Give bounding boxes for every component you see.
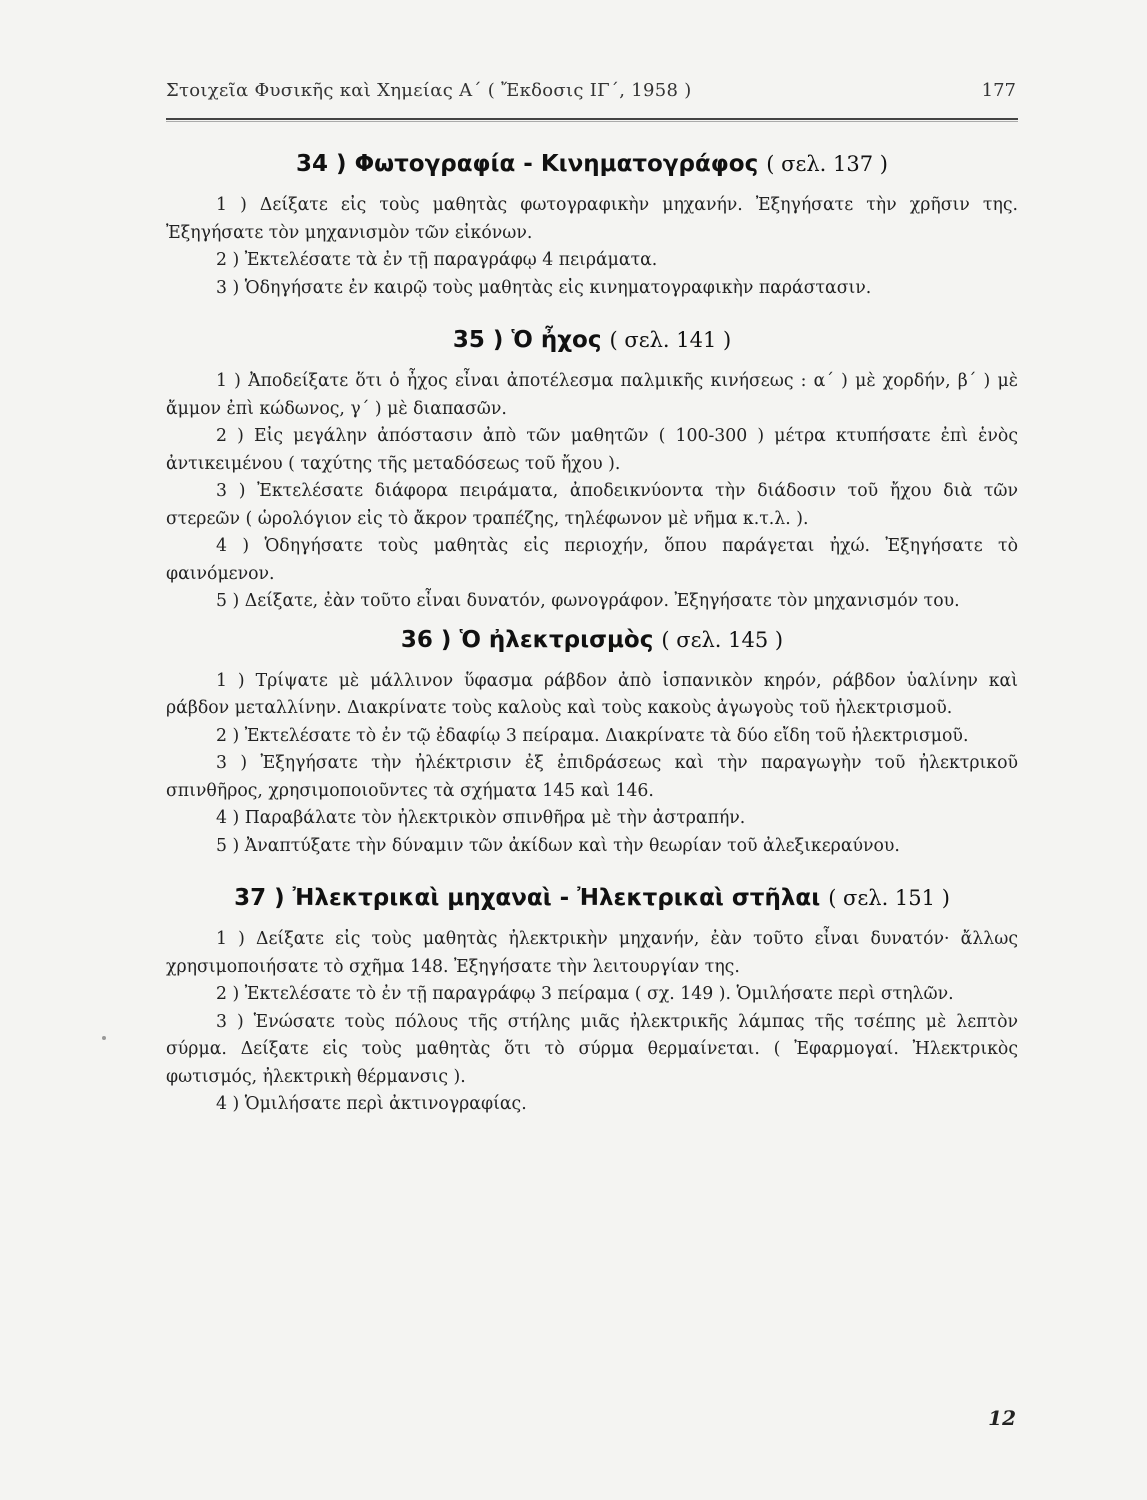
page-reference: ( σελ. 145 ) xyxy=(661,627,784,652)
exercise-item: 3 ) Ὁδηγήσατε ἐν καιρῷ τοὺς μαθητὰς εἰς κινηματογραφικὴν παράστασιν. xyxy=(216,277,872,298)
section-title: 34 ) Φωτογραφία - Κινηματογράφος xyxy=(296,151,759,177)
exercise-item: 1 ) Δείξατε εἰς τοὺς μαθητὰς φωτογραφικὴν μηχανήν. Ἐξηγήσατε τὴν χρῆσιν της. Ἐξηγήσατε τὸν μηχανισμὸν τῶν εἰκόνων. xyxy=(166,195,1018,243)
exercise-item: 4 ) Παραβάλατε τὸν ἠλεκτρικὸν σπινθῆρα μὲ τὴν ἀστραπήν. xyxy=(216,808,746,828)
running-header xyxy=(166,80,1016,110)
section-34 xyxy=(166,146,1018,302)
page-content xyxy=(166,146,1018,1119)
exercise-item: 1 ) Τρίψατε μὲ μάλλινον ὕφασμα ράβδον ἀπὸ ἱσπανικὸν κηρόν, ράβδον ὑαλίνην καὶ ράβδον μεταλλίνην. Διακρίνατε τοὺς καλοὺς καὶ τοὺς κακοὺς ἀγωγοὺς τοῦ ἠλεκτρισμοῦ. xyxy=(166,670,1018,718)
exercise-item: 3 ) Ἐξηγήσατε τὴν ἠλέκτρισιν ἐξ ἐπιδράσεως καὶ τὴν παραγωγὴν τοῦ ἠλεκτρικοῦ σπινθῆρος, χρησιμοποιοῦντες τὰ σχήματα 145 καὶ 146. xyxy=(166,753,1018,801)
section-title: 37 ) Ἠλεκτρικαὶ μηχαναὶ - Ἠλεκτρικαὶ στῆλαι xyxy=(234,885,821,911)
exercise-item: 2 ) Ἐκτελέσατε τὰ ἐν τῇ παραγράφῳ 4 πειράματα. xyxy=(216,250,658,270)
exercise-item: 4 ) Ὁμιλήσατε περὶ ἀκτινογραφίας. xyxy=(216,1094,527,1114)
exercise-item: 2 ) Ἐκτελέσατε τὸ ἐν τῇ παραγράφῳ 3 πείραμα ( σχ. 149 ). Ὁμιλήσατε περὶ στηλῶν. xyxy=(216,984,954,1004)
running-title: Στοιχεῖα Φυσικῆς καὶ Χημείας Α΄ ( Ἔκδοσις ΙΓ΄, 1958 ) xyxy=(166,80,692,101)
exercise-item: 5 ) Δείξατε, ἐὰν τοῦτο εἶναι δυνατόν, φωνογράφον. Ἐξηγήσατε τὸν μηχανισμόν του. xyxy=(216,591,960,611)
page-reference: ( σελ. 151 ) xyxy=(828,886,950,910)
section-36 xyxy=(166,622,1018,861)
exercise-item: 5 ) Ἀναπτύξατε τὴν δύναμιν τῶν ἀκίδων καὶ τὴν θεωρίαν τοῦ ἀλεξικεραύνου. xyxy=(216,835,900,856)
section-title: 36 ) Ὁ ἠλεκτρισμὸς xyxy=(400,626,654,653)
section-35 xyxy=(166,322,1018,616)
exercise-item: 3 ) Ἑνώσατε τοὺς πόλους τῆς στήλης μιᾶς ἠλεκτρικῆς λάμπας τῆς τσέπης μὲ λεπτὸν σύρμα. Δείξατε εἰς τοὺς μαθητὰς ὅτι τὸ σύρμα θερμαίνεται. ( Ἐφαρμογαί. Ἠλεκτρικὸς φωτισμός, ἠλεκτρικὴ θέρμανσις ). xyxy=(166,1011,1018,1087)
section-heading xyxy=(166,322,1018,358)
exercise-item: 1 ) Ἀποδείξατε ὅτι ὁ ἦχος εἶναι ἀποτέλεσμα παλμικῆς κινήσεως : α΄ ) μὲ χορδήν, β΄ ) μὲ ἄμμον ἐπὶ κώδωνος, γ΄ ) μὲ διαπασῶν. xyxy=(166,371,1018,419)
signature-number: 12 xyxy=(988,1406,1016,1430)
section-title: 35 ) Ὁ ἦχος xyxy=(452,327,602,353)
section-heading xyxy=(166,622,1018,658)
section-heading xyxy=(166,146,1018,182)
header-rule xyxy=(166,118,1018,120)
exercise-item: 1 ) Δείξατε εἰς τοὺς μαθητὰς ἠλεκτρικὴν μηχανήν, ἐὰν τοῦτο εἶναι δυνατόν· ἄλλως χρησιμοποιήσατε τὸ σχῆμα 148. Ἐξηγήσατε τὴν λειτουργίαν της. xyxy=(166,929,1018,977)
section-heading xyxy=(166,880,1018,916)
page-number: 177 xyxy=(981,80,1016,101)
exercise-item: 4 ) Ὁδηγήσατε τοὺς μαθητὰς εἰς περιοχήν, ὅπου παράγεται ἠχώ. Ἐξηγήσατε τὸ φαινόμενον. xyxy=(166,536,1018,584)
section-37 xyxy=(166,880,1018,1119)
exercise-item: 2 ) Εἰς μεγάλην ἀπόστασιν ἀπὸ τῶν μαθητῶν ( 100-300 ) μέτρα κτυπήσατε ἐπὶ ἑνὸς ἀντικειμένου ( ταχύτης τῆς μεταδόσεως τοῦ ἤχου ). xyxy=(166,426,1018,474)
print-speck xyxy=(102,1036,106,1040)
exercise-item: 2 ) Ἐκτελέσατε τὸ ἐν τῷ ἐδαφίῳ 3 πείραμα. Διακρίνατε τὰ δύο εἴδη τοῦ ἠλεκτρισμοῦ. xyxy=(216,725,969,746)
page-reference: ( σελ. 141 ) xyxy=(609,328,732,352)
page-reference: ( σελ. 137 ) xyxy=(766,152,888,176)
header-rule-thin xyxy=(166,121,1018,122)
exercise-item: 3 ) Ἐκτελέσατε διάφορα πειράματα, ἀποδεικνύοντα τὴν διάδοσιν τοῦ ἤχου διὰ τῶν στερεῶν ( ὡρολόγιον εἰς τὸ ἄκρον τραπέζης, τηλέφωνον μὲ νῆμα κ.τ.λ. ). xyxy=(166,481,1018,529)
